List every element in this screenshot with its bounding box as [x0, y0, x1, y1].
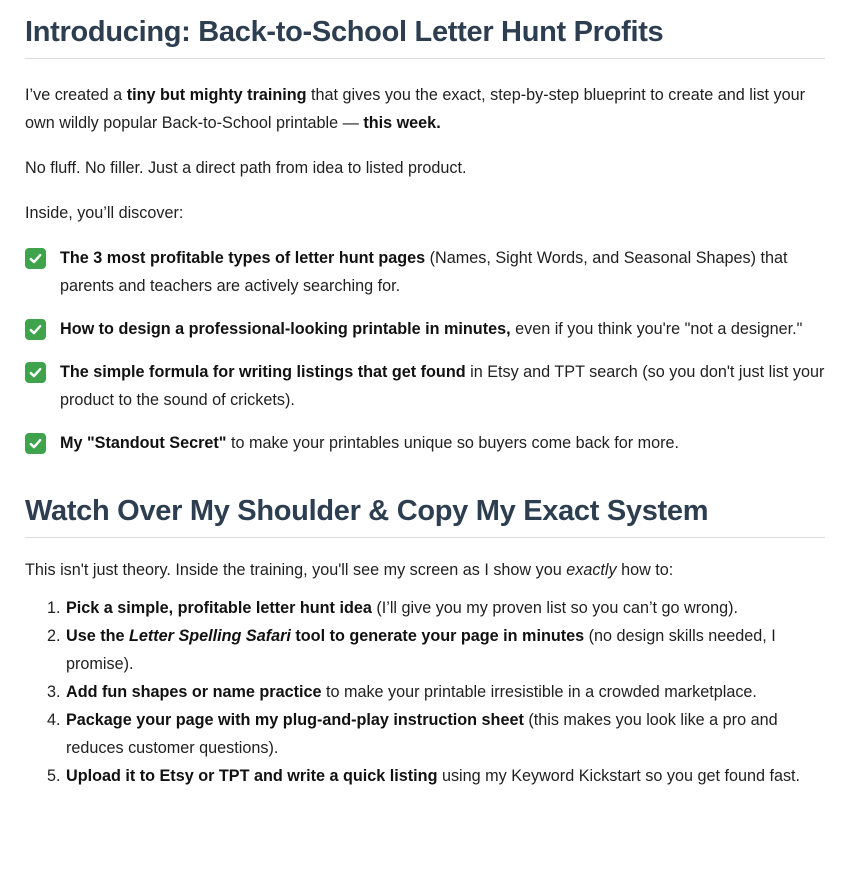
- check-mark-button-icon: [25, 248, 46, 269]
- checklist-item: [25, 244, 825, 300]
- checklist-item-bold: The simple formula for writing listings that get found: [60, 363, 466, 381]
- step-item-bold: Package your page with my plug-and-play instruction sheet: [66, 711, 524, 729]
- intro-paragraph-bold-b: this week.: [363, 114, 441, 132]
- check-mark-button-icon: [25, 319, 46, 340]
- step-item: [65, 678, 825, 706]
- step-item-text: (I’ll give you my proven list so you can’t go wrong).: [371, 599, 739, 617]
- checklist-item-bold: How to design a professional-looking printable in minutes,: [60, 320, 511, 338]
- step-item: [65, 594, 825, 622]
- checklist-item-text: even if you think you're "not a designer.": [510, 320, 803, 338]
- step-item-bold-b: tool to generate your page in minutes: [290, 627, 585, 645]
- watch-paragraph-text-b: how to:: [616, 561, 674, 579]
- checklist-item-text: in Etsy and TPT search (so you don't just list your product to the sound of crickets).: [60, 363, 825, 409]
- check-mark-button-icon: [25, 362, 46, 383]
- watch-heading: Watch Over My Shoulder & Copy My Exact System: [25, 493, 825, 538]
- step-item-bold: Add fun shapes or name practice: [66, 683, 322, 701]
- check-mark-button-icon: [25, 433, 46, 454]
- checklist-item: [25, 315, 825, 343]
- step-item-bold: Upload it to Etsy or TPT and write a quick listing: [66, 767, 438, 785]
- intro-paragraph: [25, 81, 825, 137]
- checklist-item-text: (Names, Sight Words, and Seasonal Shapes) that parents and teachers are actively searching for.: [60, 249, 788, 295]
- step-item: [65, 622, 825, 678]
- intro-heading: Introducing: Back-to-School Letter Hunt Profits: [25, 0, 825, 59]
- discover-checklist: [25, 244, 825, 457]
- intro-section: [25, 0, 825, 457]
- steps-list: [25, 594, 825, 790]
- step-item-bold: Pick a simple, profitable letter hunt idea: [66, 599, 372, 617]
- step-item: [65, 706, 825, 762]
- intro-paragraph-text-a: I’ve created a: [25, 86, 127, 104]
- step-item-bold: [66, 627, 584, 645]
- step-item-text: (this makes you look like a pro and reduces customer questions).: [66, 711, 778, 757]
- step-item-bold-emphasis: Letter Spelling Safari: [128, 627, 291, 645]
- checklist-item: [25, 429, 825, 457]
- watch-paragraph-text-a: This isn't just theory. Inside the training, you'll see my screen as I show you: [25, 561, 567, 579]
- step-item: [65, 762, 825, 790]
- checklist-item-bold: The 3 most profitable types of letter hunt pages: [60, 249, 426, 267]
- checklist-item-text: to make your printables unique so buyers come back for more.: [226, 434, 680, 452]
- step-item-text: to make your printable irresistible in a crowded marketplace.: [321, 683, 757, 701]
- watch-paragraph-emphasis: exactly: [566, 561, 617, 579]
- step-item-bold-a: Use the: [66, 627, 129, 645]
- no-fluff-paragraph: No fluff. No filler. Just a direct path from idea to listed product.: [25, 159, 467, 177]
- step-item-text: (no design skills needed, I promise).: [66, 627, 776, 673]
- intro-paragraph-bold-a: tiny but mighty training: [126, 86, 307, 104]
- intro-paragraph-text-b: that gives you the exact, step-by-step blueprint to create and list your own wildly popular Back-to-School printable —: [25, 86, 806, 132]
- inside-paragraph: Inside, you’ll discover:: [25, 204, 184, 222]
- checklist-item: [25, 358, 825, 414]
- watch-section: [25, 493, 825, 790]
- step-item-text: using my Keyword Kickstart so you get found fast.: [437, 767, 801, 785]
- checklist-item-bold: My "Standout Secret": [60, 434, 227, 452]
- watch-paragraph: [25, 556, 825, 584]
